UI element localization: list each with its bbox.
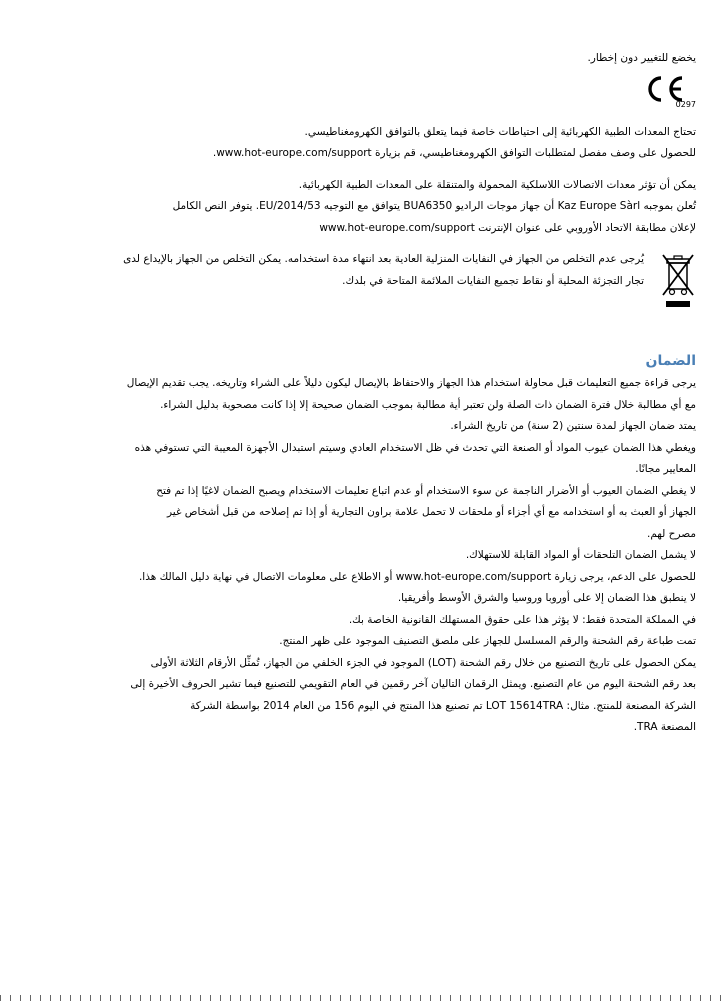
ce-marking xyxy=(22,72,696,112)
warranty-line: المعايير مجانًا. xyxy=(635,463,696,475)
warranty-line: مصرح لهم. xyxy=(646,527,696,540)
warranty-line: تمت طباعة رقم الشحنة والرقم المسلسل للجهاز على ملصق التصنيف الموجود على ظهر المنتج. xyxy=(279,635,696,647)
warranty-line: المصنعة TRA. xyxy=(633,721,696,733)
warranty-line: في المملكة المتحدة فقط: لا يؤثر هذا على حقوق المستهلك القانونية الخاصة بك. xyxy=(348,613,696,626)
notice-change: يخضع للتغيير دون إخطار. xyxy=(587,52,696,64)
emc-paragraph: تحتاج المعدات الطبية الكهربائية إلى احتياطات خاصة فيما يتعلق بالتوافق الكهرومغناطيسي. للحصول على وصف مفصل لمتطلبات التوافق الكهرومغناطيسي، قم بزيارة www.hot-europe.com/support. xyxy=(212,125,696,159)
warranty-line: يمتد ضمان الجهاز لمدة سنتين (2 سنة) من تاريخ الشراء. xyxy=(450,420,696,432)
ce-mark-icon xyxy=(642,76,684,102)
warranty-line: لا ينطبق هذا الضمان إلا على أوروبا وروسيا والشرق الأوسط وأفريقيا. xyxy=(397,592,696,604)
warranty-line: يمكن الحصول على تاريخ التصنيع من خلال رقم الشحنة (LOT) الموجود في الجزء الخلفي من الجهاز، تُمثِّل الأرقام الثلاثة الأولى xyxy=(150,656,696,669)
warranty-line: بعد رقم الشحنة اليوم من عام التصنيع. ويمثل الرقمان التاليان آخر رقمين في العام التقويمي للتصنيع فيما تشير الحروف الأخيرة إلى xyxy=(130,678,696,690)
warranty-line: لا يشمل الضمان التلحقات أو المواد القابلة للاستهلاك. xyxy=(465,549,696,561)
crossed-out-bin-icon xyxy=(660,253,696,311)
warranty-line: لا يغطي الضمان العيوب أو الأضرار الناجمة عن سوء الاستخدام أو عدم اتباع تعليمات الاستخدام ويصبح الضمان لاغيًا إذا تم فتح xyxy=(156,484,696,497)
warranty-line: ويغطي هذا الضمان عيوب المواد أو الصنعة التي تحدث في ظل الاستخدام العادي وسيتم استبدال الأجهزة المعيبة التي تستوفي هذه xyxy=(134,441,696,454)
weee-paragraph: يُرجى عدم التخلص من الجهاز في النفايات المنزلية العادية بعد انتهاء مدة استخدامه. يمكن التخلص من الجهاز بالإيداع لدى تجار التجزئة المحلية أو نقاط تجميع النفايات الملائمة المتاحة في بلدك. xyxy=(123,253,644,287)
weee-section xyxy=(22,249,696,319)
warranty-body xyxy=(22,373,696,739)
warranty-heading: الضمان xyxy=(645,353,696,369)
ce-notified-body-code: 0297 xyxy=(675,99,696,109)
warranty-line: يرجى قراءة جميع التعليمات قبل محاولة استخدام هذا الجهاز والاحتفاظ بالإيصال ليكون دليلاً على الشراء وتاريخه. يجب تقديم الإيصال xyxy=(126,377,696,389)
warranty-line: الجهاز أو العبث به أو استخدامه مع أي أجزاء أو ملحقات لا تحمل علامة براون التجارية أو إذا تم إصلاحه من قبل أشخاص غير xyxy=(167,506,696,518)
document-page xyxy=(22,48,696,739)
warranty-line: مع أي مطالبة خلال فترة الضمان ذات الصلة ولن تعتبر أية مطالبة بموجب الضمان صحيحة إلا إذا كانت مصحوبة بدليل الشراء. xyxy=(160,398,696,411)
bottom-divider xyxy=(0,995,721,1001)
warranty-line: للحصول على الدعم، يرجى زيارة www.hot-europe.com/support أو الاطلاع على معلومات الاتصال في نهاية دليل المالك هذا. xyxy=(138,570,696,583)
radio-paragraph: يمكن أن تؤثر معدات الاتصالات اللاسلكية المحمولة والمتنقلة على المعدات الطبية الكهربائية. تُعلن بموجبه Kaz Europe Sàrl أن جهاز موجات الراديو BUA6350 يتوافق مع التوجيه 2014/53/EU. يتوفر النص الكامل لإعلان مطابقة الاتحاد الأوروبي على عنوان الإنترنت www.hot-europe.com/support xyxy=(172,178,696,234)
warranty-line: الشركة المصنعة للمنتج. مثال: LOT 15614TRA تم تصنيع هذا المنتج في اليوم 156 من العام 2014 بواسطة الشركة xyxy=(190,699,696,712)
